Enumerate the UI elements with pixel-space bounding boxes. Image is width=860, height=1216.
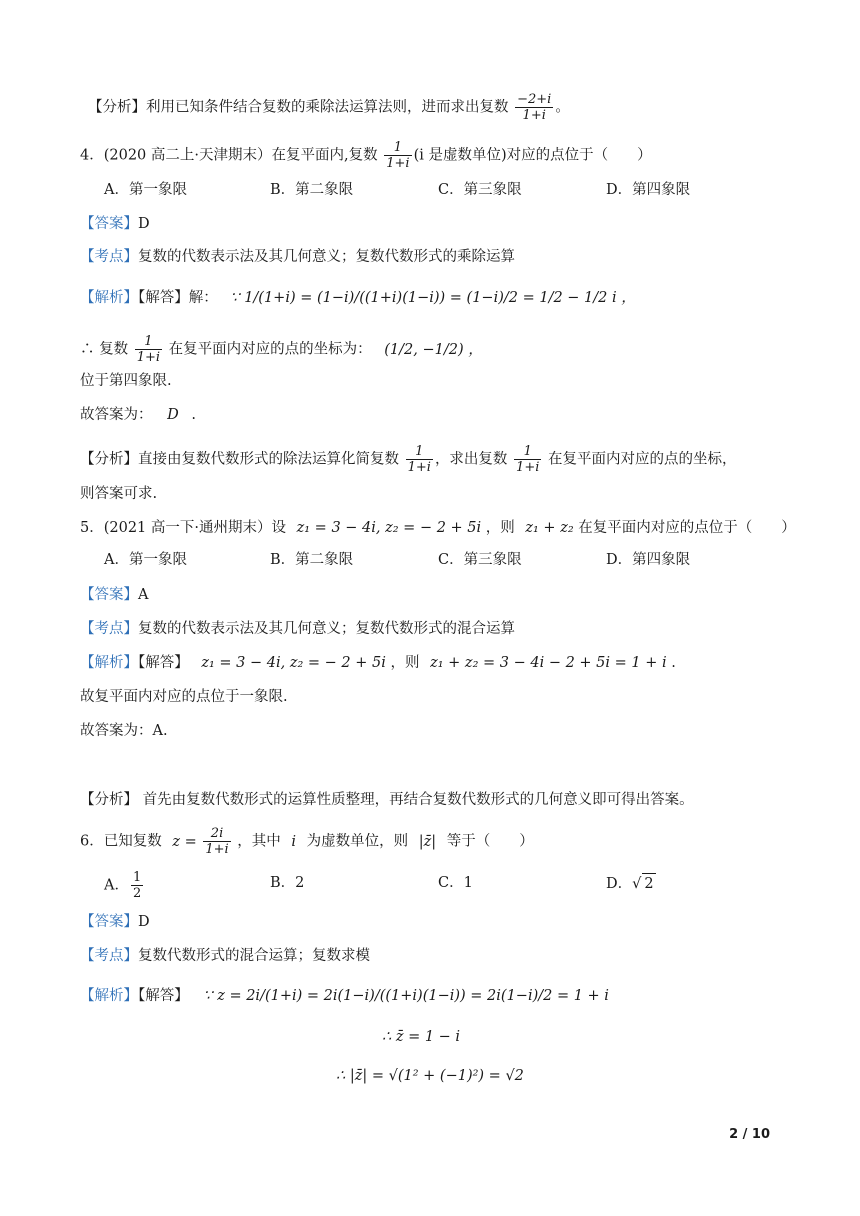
kp-tag: 【考点】 — [80, 948, 138, 964]
q6-option-d: D．√ 2 — [606, 873, 656, 894]
kp-tag: 【考点】 — [80, 621, 138, 637]
answer-tag: 【答案】 — [80, 587, 138, 603]
fraction: $\frac{1}{1+i}$ — [516, 444, 540, 475]
q6-solution-line3: ∴ |z̄| = √(1² + (−1)²) = √2 — [336, 1068, 524, 1084]
fraction: $\frac{1}{1+i}$ — [386, 140, 410, 171]
analysis-tag: 【分析】 — [80, 451, 138, 468]
q4-stem: 4．(2020 高二上·天津期末）在复平面内,复数 $\frac{1}{1+i}$ (i 是虚数单位)对应的点位于（ ） — [80, 140, 652, 171]
fraction: $\frac{1}{1+i}$ — [407, 444, 431, 475]
jx-tag: 【解析】 — [80, 655, 138, 671]
q6-answer: 【答案】D — [80, 914, 150, 930]
q4-answer: 【答案】D — [80, 216, 150, 232]
q5-option-c: C．第三象限 — [438, 552, 522, 568]
q5-solution-line2: 故复平面内对应的点位于一象限. — [80, 689, 288, 705]
analysis-tag: 【分析】 — [88, 99, 146, 116]
q5-solution-line3: 故答案为：A. — [80, 723, 168, 739]
q4-solution-line1: 【解析】【解答】解： ∵ 1/(1+i) = (1−i)/((1+i)(1−i)) = (1−i)/2 = 1/2 − 1/2 i ， — [80, 290, 636, 306]
answer-tag: 【答案】 — [80, 914, 138, 930]
fraction: $\frac{2i}{1+i}$ — [205, 826, 229, 857]
q4-analysis-line2: 则答案可求. — [80, 486, 158, 502]
math-expression: (1/2, −1/2) ， — [384, 341, 483, 358]
q4-solution-line2: ∴ 复数 $\frac{1}{1+i}$ 在复平面内对应的点的坐标为： (1/2, −1/2) ， — [80, 334, 483, 365]
jx-tag: 【解析】 — [80, 988, 138, 1004]
q4-solution-line4: 故答案为： D . — [80, 407, 196, 423]
q6-option-b: B．2 — [270, 875, 305, 891]
q6-solution-line1: 【解析】【解答】 ∵ z = 2i/(1+i) = 2i(1−i)/((1+i)(1−i)) = 2i(1−i)/2 = 1 + i — [80, 988, 609, 1004]
fraction: $\frac{1}{2}$ — [132, 870, 142, 901]
math-expression: ∵ 1/(1+i) = (1−i)/((1+i)(1−i)) = (1−i)/2 = 1/2 − 1/2 i ， — [230, 290, 636, 306]
q4-option-a: A．第一象限 — [104, 182, 187, 198]
q5-option-b: B．第二象限 — [270, 552, 354, 568]
q5-answer: 【答案】A — [80, 587, 149, 603]
fraction: $\frac{1}{1+i}$ — [136, 334, 161, 365]
q6-solution-line2: ∴ z̄ = 1 − i — [382, 1029, 461, 1045]
q6-knowledge-point: 【考点】复数代数形式的混合运算；复数求模 — [80, 948, 370, 964]
q6-option-c: C．1 — [438, 875, 473, 891]
kp-tag: 【考点】 — [80, 249, 138, 265]
q6-stem: 6．已知复数 z = $\frac{2i}{1+i}$ ，其中 i 为虚数单位，则 |z̄| 等于（ ） — [80, 826, 534, 857]
q5-analysis: 【分析】 首先由复数代数形式的运算性质整理，再结合复数代数形式的几何意义即可得出答案。 — [80, 792, 694, 808]
fraction: $\frac{-2+i}{1+i}$ — [517, 92, 552, 123]
page-number: 2 / 10 — [729, 1127, 770, 1142]
analysis-text: 利用已知条件结合复数的乘除法运算法则，进而求出复数 — [146, 99, 509, 116]
jx-tag: 【解析】 — [80, 290, 138, 306]
q6-option-a: A． $\frac{1}{2}$ — [104, 870, 142, 901]
q4-option-d: D．第四象限 — [606, 182, 691, 198]
q4-option-b: B．第二象限 — [270, 182, 354, 198]
q5-option-d: D．第四象限 — [606, 552, 691, 568]
q5-stem: 5．(2021 高一下·通州期末）设 z₁ = 3 − 4i, z₂ = − 2 + 5i ，则 z₁ + z₂ 在复平面内对应的点位于（ ） — [80, 520, 796, 536]
q4-knowledge-point: 【考点】复数的代数表示法及其几何意义；复数代数形式的乘除运算 — [80, 249, 515, 265]
q4-analysis-line1: 【分析】直接由复数代数形式的除法运算化简复数 $\frac{1}{1+i}$ ，求出复数 $\frac{1}{1+i}$ 在复平面内对应的点的坐标， — [80, 444, 737, 475]
q3-analysis-line: 【分析】利用已知条件结合复数的乘除法运算法则，进而求出复数 $\frac{-2+i}{1+i}$ 。 — [88, 92, 570, 123]
q4-option-c: C．第三象限 — [438, 182, 522, 198]
q5-solution-line1: 【解析】【解答】 z₁ = 3 − 4i, z₂ = − 2 + 5i ，则 z₁ + z₂ = 3 − 4i − 2 + 5i = 1 + i . — [80, 655, 676, 671]
q4-solution-line3: 位于第四象限. — [80, 373, 172, 389]
q5-knowledge-point: 【考点】复数的代数表示法及其几何意义；复数代数形式的混合运算 — [80, 621, 515, 637]
q5-option-a: A．第一象限 — [104, 552, 187, 568]
answer-tag: 【答案】 — [80, 216, 138, 232]
analysis-tag: 【分析】 — [80, 792, 138, 808]
